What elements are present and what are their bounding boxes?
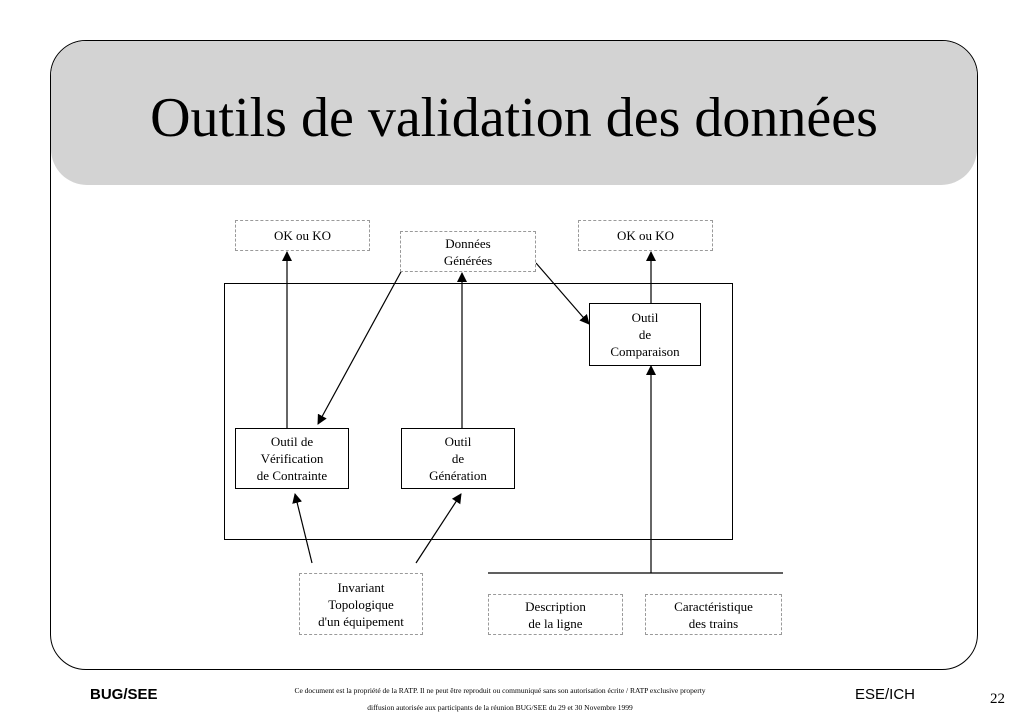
arrow-invariant-to-verification (295, 494, 312, 563)
donnees-generees-label: Données Générées (443, 235, 493, 268)
ok-ko-left-box (235, 220, 370, 251)
outil-verification-label: Outil de Vérification de Contrainte (256, 434, 328, 483)
invariant-label: Invariant Topologique d'un équipement (318, 579, 404, 629)
outil-comparaison-box (589, 303, 701, 366)
donnees-generees-box (400, 231, 536, 272)
caracteristique-trains-box (645, 594, 782, 635)
footer-note-line1: Ce document est la propriété de la RATP. Il ne peut être reproduit ou communiqué sans son autorisation écrite / RATP exclusive property (294, 686, 706, 695)
invariant-box (299, 573, 423, 635)
outil-verification-box (235, 428, 349, 489)
arrow-invariant-to-generation (416, 494, 461, 563)
page-number: 22 (990, 691, 1005, 707)
footer-note-line2: diffusion autorisée aux participants de la réunion BUG/SEE du 29 et 30 Novembre 1999 (367, 703, 633, 712)
description-ligne-label: Description de la ligne (525, 598, 586, 631)
arrow-donnees-to-verification (318, 270, 402, 424)
outil-generation-box (401, 428, 515, 489)
ok-ko-right-box (578, 220, 713, 251)
outil-comparaison-label: Outil de Comparaison (610, 310, 680, 359)
footer-left-label: BUG/SEE (90, 686, 158, 703)
description-ligne-box (488, 594, 623, 635)
caracteristique-trains-label: Caractéristique des trains (674, 598, 753, 631)
footer-right-label: ESE/ICH (855, 686, 916, 703)
ok-ko-left-label: OK ou KO (273, 228, 332, 243)
ok-ko-right-label: OK ou KO (616, 228, 675, 243)
slide-title: Outils de validation des données (150, 87, 878, 149)
arrow-donnees-to-comparaison (536, 263, 589, 324)
outil-generation-label: Outil de Génération (429, 434, 487, 483)
